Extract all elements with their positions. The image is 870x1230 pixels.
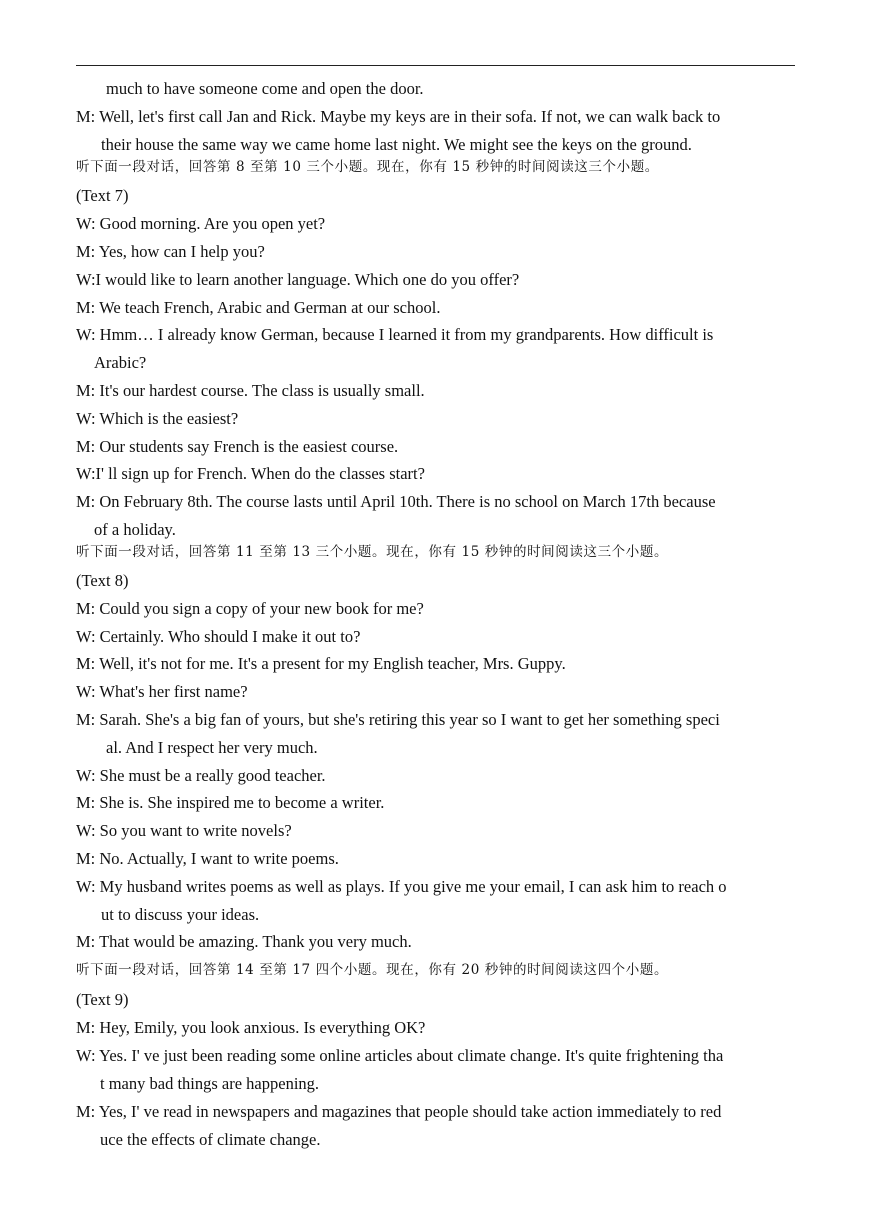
instruction-line: 听下面一段对话，回答第 8 至第 10 三个小题。现在，你有 15 秒钟的时间阅读这三个小题。 bbox=[76, 159, 659, 175]
dialogue-line: M: She is. She inspired me to become a writer. bbox=[76, 793, 385, 812]
dialogue-line: of a holiday. bbox=[94, 520, 176, 539]
dialogue-line: uce the effects of climate change. bbox=[100, 1130, 321, 1149]
dialogue-line: W: Good morning. Are you open yet? bbox=[76, 214, 326, 233]
dialogue-line: M: We teach French, Arabic and German at our school. bbox=[76, 298, 441, 317]
dialogue-line: W: Which is the easiest? bbox=[76, 409, 239, 428]
dialogue-line: M: Yes, I' ve read in newspapers and magazines that people should take action immediately to red bbox=[76, 1102, 722, 1121]
instruction-line: 听下面一段对话，回答第 11 至第 13 三个小题。现在，你有 15 秒钟的时间阅读这三个小题。 bbox=[76, 544, 669, 560]
dialogue-line: M: Sarah. She's a big fan of yours, but she's retiring this year so I want to get her something speci bbox=[76, 710, 720, 729]
dialogue-line: W: What's her first name? bbox=[76, 682, 248, 701]
dialogue-line: W: My husband writes poems as well as plays. If you give me your email, I can ask him to reach o bbox=[76, 877, 727, 896]
dialogue-line: W:I' ll sign up for French. When do the classes start? bbox=[76, 464, 425, 483]
dialogue-line: M: Could you sign a copy of your new book for me? bbox=[76, 599, 424, 618]
dialogue-line: M: No. Actually, I want to write poems. bbox=[76, 849, 339, 868]
dialogue-line: Arabic? bbox=[94, 353, 147, 372]
instruction-line: 听下面一段对话，回答第 14 至第 17 四个小题。现在，你有 20 秒钟的时间阅读这四个小题。 bbox=[76, 962, 669, 978]
text-heading: (Text 7) bbox=[76, 186, 129, 205]
dialogue-line: M: Our students say French is the easiest course. bbox=[76, 437, 399, 456]
dialogue-line: M: That would be amazing. Thank you very much. bbox=[76, 932, 412, 951]
dialogue-line: W:I would like to learn another language. Which one do you offer? bbox=[76, 270, 520, 289]
dialogue-line: their house the same way we came home last night. We might see the keys on the ground. bbox=[101, 135, 692, 154]
dialogue-line: M: On February 8th. The course lasts until April 10th. There is no school on March 17th because bbox=[76, 492, 716, 511]
dialogue-line: M: It's our hardest course. The class is usually small. bbox=[76, 381, 425, 400]
dialogue-line: W: She must be a really good teacher. bbox=[76, 766, 326, 785]
dialogue-line: M: Well, it's not for me. It's a present for my English teacher, Mrs. Guppy. bbox=[76, 654, 566, 673]
text-heading: (Text 8) bbox=[76, 571, 129, 590]
dialogue-line: W: So you want to write novels? bbox=[76, 821, 292, 840]
dialogue-line: t many bad things are happening. bbox=[100, 1074, 320, 1093]
dialogue-line: al. And I respect her very much. bbox=[106, 738, 318, 757]
dialogue-line: M: Hey, Emily, you look anxious. Is everything OK? bbox=[76, 1018, 426, 1037]
dialogue-line: W: Yes. I' ve just been reading some online articles about climate change. It's quite frightening tha bbox=[76, 1046, 724, 1065]
dialogue-line: ut to discuss your ideas. bbox=[101, 905, 260, 924]
dialogue-line: M: Well, let's first call Jan and Rick. Maybe my keys are in their sofa. If not, we can walk back to bbox=[76, 107, 721, 126]
header-rule bbox=[76, 65, 795, 66]
dialogue-line: W: Hmm… I already know German, because I learned it from my grandparents. How difficult is bbox=[76, 325, 714, 344]
dialogue-line: W: Certainly. Who should I make it out to? bbox=[76, 627, 361, 646]
dialogue-line: M: Yes, how can I help you? bbox=[76, 242, 265, 261]
text-heading: (Text 9) bbox=[76, 990, 129, 1009]
dialogue-line: much to have someone come and open the door. bbox=[106, 79, 424, 98]
